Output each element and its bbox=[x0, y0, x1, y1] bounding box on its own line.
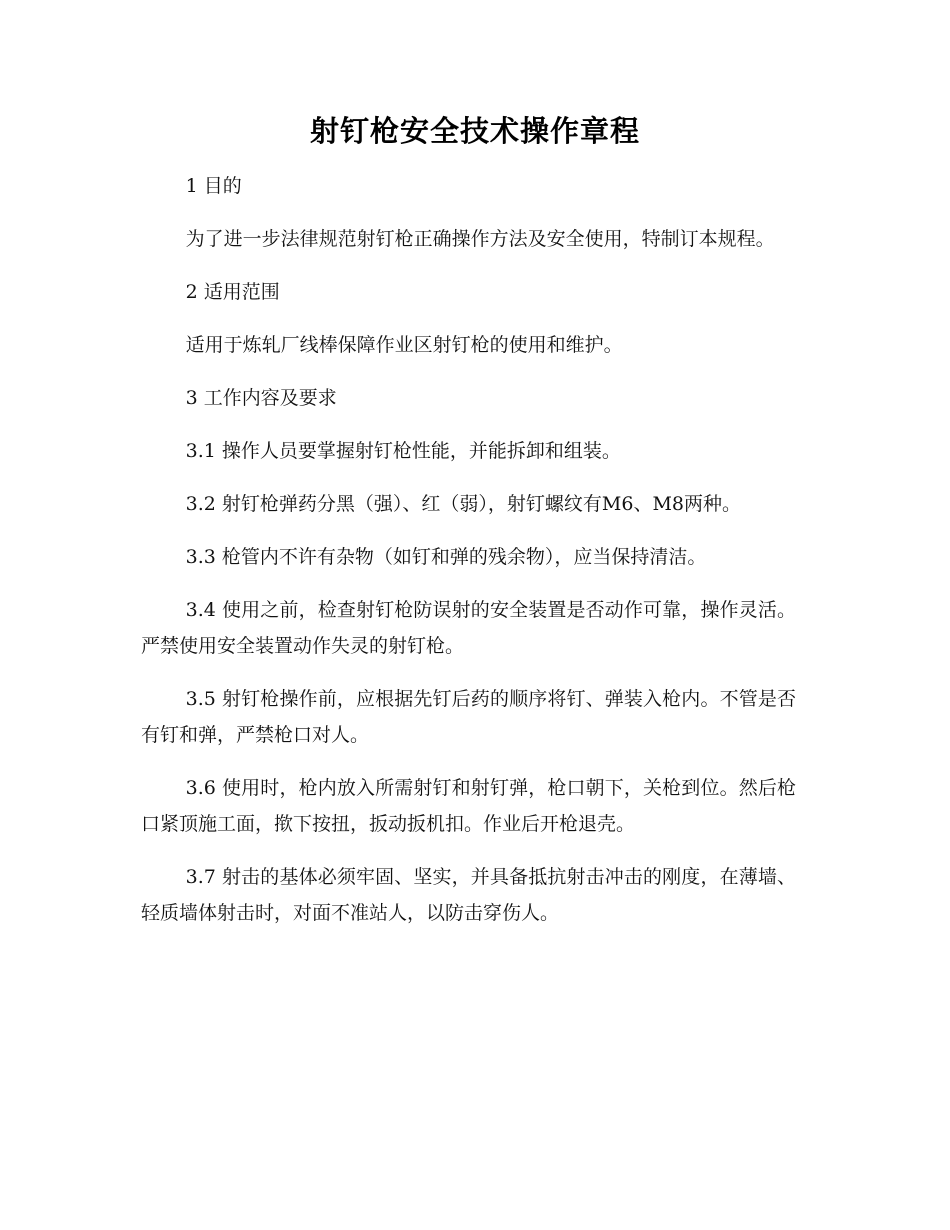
paragraph-3-7: 3.7 射击的基体必须牢固、坚实，并具备抵抗射击冲击的刚度，在薄墙、轻质墙体射击时，对面不准站人，以防击穿伤人。 bbox=[141, 866, 796, 924]
paragraph-3-6: 3.6 使用时，枪内放入所需射钉和射钉弹，枪口朝下，关枪到位。然后枪口紧顶施工面，揿下按扭，扳动扳机扣。作业后开枪退壳。 bbox=[141, 777, 796, 835]
section-heading-scope: 2 适用范围 bbox=[185, 281, 280, 303]
section-heading-purpose: 1 目的 bbox=[185, 175, 242, 197]
paragraph-purpose: 为了进一步法律规范射钉枪正确操作方法及安全使用，特制订本规程。 bbox=[185, 228, 775, 250]
paragraph-3-2: 3.2 射钉枪弹药分黑（强）、红（弱），射钉螺纹有M6、M8两种。 bbox=[185, 493, 741, 515]
paragraph-3-4: 3.4 使用之前，检查射钉枪防误射的安全装置是否动作可靠，操作灵活。严禁使用安全装置动作失灵的射钉枪。 bbox=[141, 599, 796, 657]
document-title: 射钉枪安全技术操作章程 bbox=[309, 114, 640, 148]
paragraph-3-5: 3.5 射钉枪操作前，应根据先钉后药的顺序将钉、弹装入枪内。不管是否有钉和弹，严禁枪口对人。 bbox=[141, 688, 796, 746]
document-body bbox=[141, 168, 796, 948]
paragraph-3-1: 3.1 操作人员要掌握射钉枪性能，并能拆卸和组装。 bbox=[185, 440, 621, 462]
paragraph-3-3: 3.3 枪管内不许有杂物（如钉和弹的残余物），应当保持清洁。 bbox=[185, 546, 707, 568]
section-heading-requirements: 3 工作内容及要求 bbox=[185, 387, 337, 409]
paragraph-scope: 适用于炼轧厂线棒保障作业区射钉枪的使用和维护。 bbox=[185, 334, 623, 356]
